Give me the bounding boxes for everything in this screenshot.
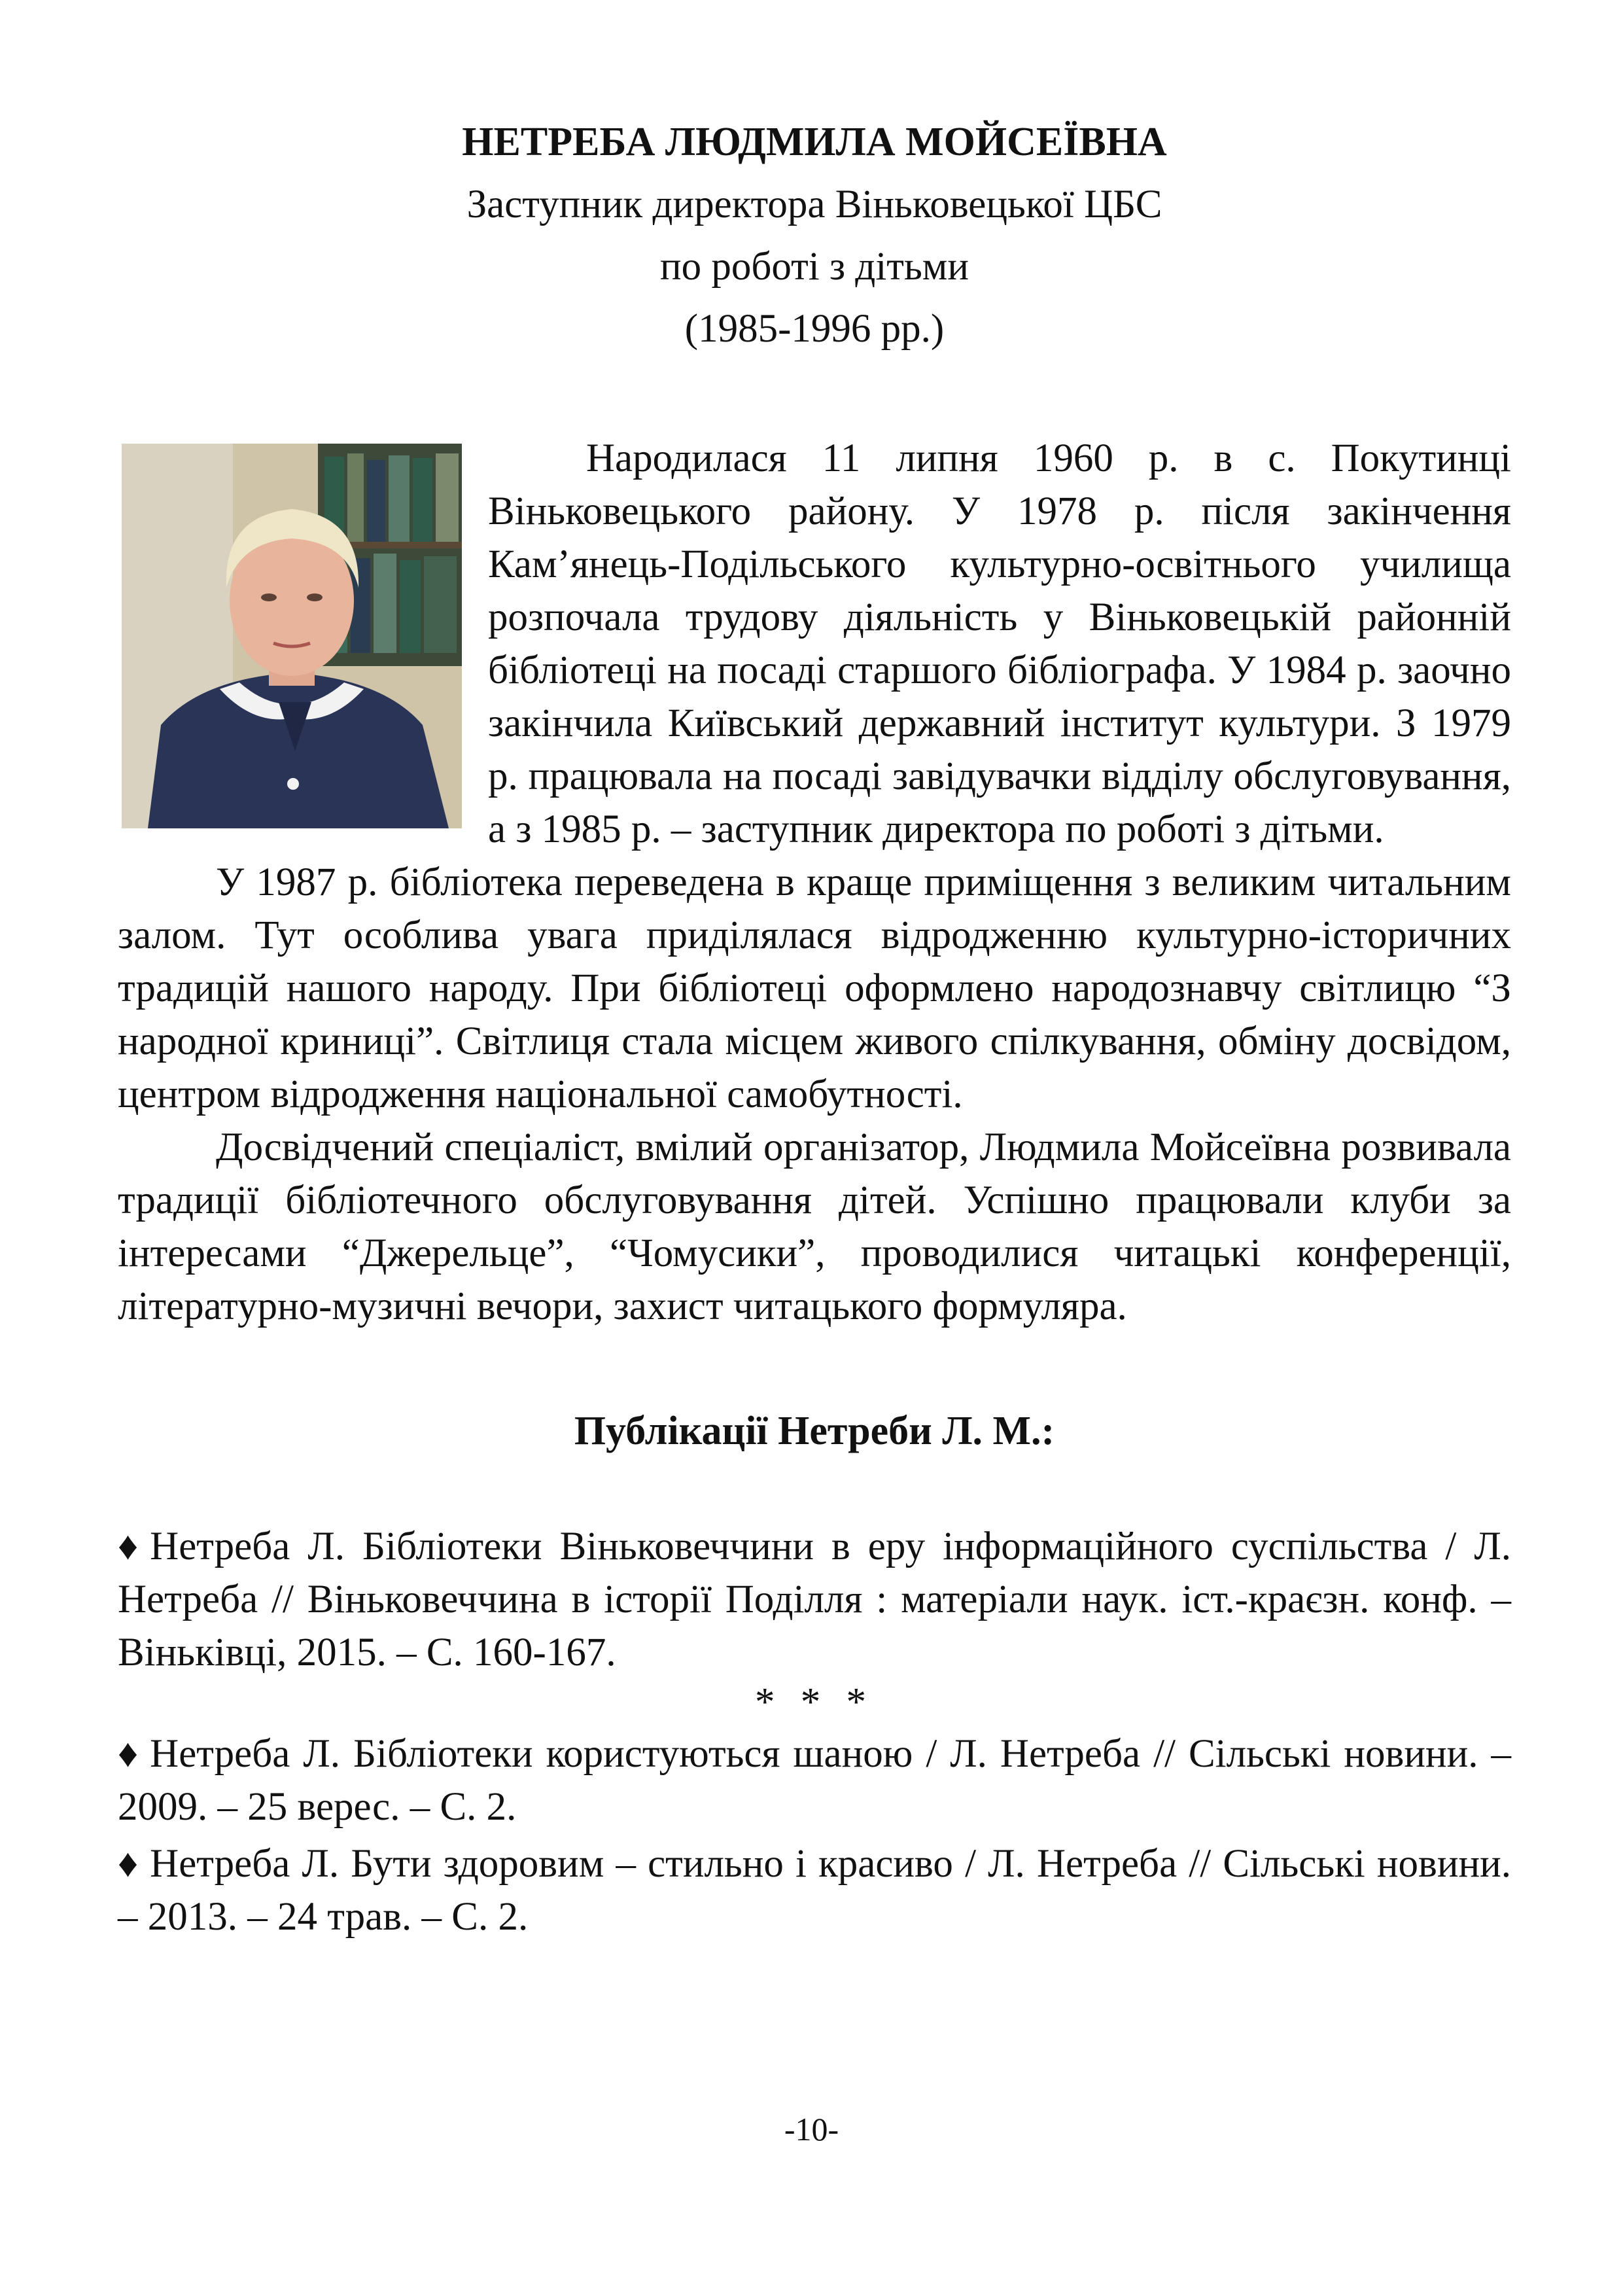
section-separator: * * * xyxy=(755,1680,874,1724)
page-number: -10- xyxy=(784,2111,839,2147)
header xyxy=(118,111,1511,360)
document-page xyxy=(118,111,1511,1947)
publications-title: Публікації Нетреби Л. М.: xyxy=(574,1409,1055,1453)
person-name: НЕТРЕБА ЛЮДМИЛА МОЙСЕЇВНА xyxy=(462,120,1167,164)
bio-paragraph-3: Досвідчений спеціаліст, вмілий організатор, Людмила Мойсеївна розвивала традиції бібліотечного обслуговування дітей. Успішно працювали клуби за інтересами “Джерельце”, “Чомусики”, проводилися читацькі конференції, літературно-музичні вечори, захист читацького формуляра. xyxy=(118,1125,1511,1328)
bio-paragraph-2: У 1987 р. бібліотека переведена в краще приміщення з великим читальним залом. Тут особлива увага приділялася відродженню культурно-історичних традицій нашого народу. При бібліотеці оформлено народознавчу світлицю “З народної криниці”. Світлиця стала місцем живого спілкування, обміну досвідом, центром відродження національної самобутності. xyxy=(118,860,1511,1116)
publication-text: Нетреба Л. Бібліотеки Віньковеччини в еру інформаційного суспільства / Л. Нетреба // Віньковеччина в історії Поділля : матеріали наук. іст.-краєзн. конф. – Віньківці, 2015. – С. 160-167. xyxy=(118,1525,1511,1674)
portrait-illustration xyxy=(122,444,462,828)
publication-text: Нетреба Л. Бути здоровим – стильно і красиво / Л. Нетреба // Сільські новини. – 2013. – 24 трав. – С. 2. xyxy=(118,1842,1511,1939)
publication-item xyxy=(118,1520,1511,1679)
person-position: Заступник директора Віньковецької ЦБС xyxy=(466,183,1162,226)
publication-item xyxy=(118,1727,1511,1833)
diamond-bullet-icon: ♦ xyxy=(118,1732,139,1776)
diamond-bullet-icon: ♦ xyxy=(118,1842,139,1886)
person-area: по роботі з дітьми xyxy=(659,245,969,289)
publication-item xyxy=(118,1837,1511,1943)
publications-list xyxy=(118,1520,1511,1943)
portrait-photo xyxy=(122,444,462,828)
bio-paragraph-1: Народилася 11 липня 1960 р. в с. Покутинці Віньковецького району. У 1978 р. після закінчення Кам’янець-Подільського культурно-освітнього училища розпочала трудову діяльність у Віньковецькій районній бібліотеці на посаді старшого бібліографа. У 1984 р. заочно закінчила Київський державний інститут культури. З 1979 р. працювала на посаді завідувачки відділу обслуговування, а з 1985 р. – заступник директора по роботі з дітьми. xyxy=(488,436,1511,851)
publication-text: Нетреба Л. Бібліотеки користуються шаною / Л. Нетреба // Сільські новини. – 2009. – 25 верес. – С. 2. xyxy=(118,1732,1511,1829)
diamond-bullet-icon: ♦ xyxy=(118,1525,139,1568)
person-years: (1985-1996 рр.) xyxy=(684,307,945,351)
biography xyxy=(118,432,1511,1333)
